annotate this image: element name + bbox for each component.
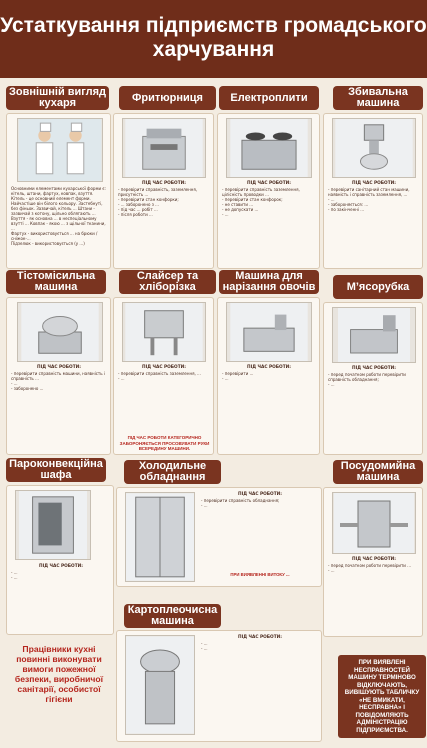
- veg-note: - перевірити ... - ...: [222, 371, 254, 381]
- section-stove-label: Електроплити: [219, 86, 319, 110]
- card-stove: [217, 113, 320, 269]
- card-fridge: [116, 487, 322, 587]
- grinder-note: - перед початком роботи перевірити справність обладнання; - ...: [328, 372, 406, 387]
- chef-photo: [17, 118, 103, 182]
- section-slicer-label: Слайсер та хліборізка: [119, 270, 216, 294]
- dish-note: - перед початком роботи перевірити ... - ...: [328, 563, 411, 573]
- dough-header: ПІД ЧАС РОБОТИ:: [37, 365, 81, 370]
- slicer-note: - перевірити справність заземлення, ... - ...: [118, 371, 201, 381]
- card-dish: [323, 487, 423, 637]
- section-fryer-label: Фритюрниця: [119, 86, 216, 110]
- fridge-warning: ПРИ ВИЯВЛЕННІ ВИТОКУ ...: [230, 572, 290, 577]
- fryer-photo: [122, 118, 206, 178]
- card-mixer: [323, 113, 423, 269]
- fryer-header: ПІД ЧАС РОБОТИ:: [142, 181, 186, 186]
- fryer-note: - перевірити справність, заземлення, присутність ... - перевірити стан конфорки; - ... заборонено з ... - під час ... робіт ... - після роботи ...: [118, 187, 198, 217]
- fridge-header: ПІД ЧАС РОБОТИ:: [238, 492, 282, 497]
- section-mixer-label: Збивальна машина: [333, 86, 423, 110]
- stove-header: ПІД ЧАС РОБОТИ:: [247, 181, 291, 186]
- combi-header: ПІД ЧАС РОБОТИ:: [39, 564, 83, 569]
- veg-photo: [226, 302, 312, 362]
- section-cook-label: Зовнішній вигляд кухаря: [6, 86, 109, 110]
- potato-photo: [125, 635, 195, 735]
- card-combi: [6, 485, 114, 635]
- section-dough-label: Тістомісильна машина: [6, 270, 106, 294]
- slicer-header: ПІД ЧАС РОБОТИ:: [142, 365, 186, 370]
- dough-photo: [17, 302, 103, 362]
- combi-photo: [15, 490, 91, 560]
- card-veg: [217, 297, 320, 455]
- malfunction-notice: ПРИ ВИЯВЛЕНІ НЕСПРАВНОСТЕЙ МАШИНУ ТЕРМІНОВО ВІДКЛЮЧАЮТЬ, ВИВІШУЮТЬ ТАБЛИЧКУ «НЕ ВМИКАТИ, НЕСПРАВНА» І ПОВІДОМЛЯЮТЬ АДМІНІСТРАЦІЮ ПІДПРИЄМСТВА.: [338, 655, 426, 738]
- card-slicer: [113, 297, 214, 455]
- section-dish-label: Посудомийна машина: [333, 460, 423, 484]
- page-title: Устаткування підприємств громадського харчування: [0, 0, 427, 78]
- section-combi-label: Пароконвекційна шафа: [6, 458, 106, 482]
- fridge-photo: [125, 492, 195, 582]
- stove-note: - перевірити справність заземлення, цілісність проводки ... - перевірити стан конфорок; - не ставити ... - не допускати ... - ...: [222, 187, 300, 217]
- mixer-note: - перевірити санітарний стан машини, наявність і справність заземлення, ... - ... - забороняється: ... - по закінченні ...: [328, 187, 410, 212]
- slicer-warning: ПІД ЧАС РОБОТИ КАТЕГОРИЧНО ЗАБОРОНЯЄТЬСЯ ПРОСОВУВАТИ РУКИ ВСЕРЕДИНУ МАШИНИ.: [119, 435, 210, 451]
- card-fryer: [113, 113, 214, 269]
- slicer-photo: [122, 302, 206, 362]
- potato-note: - ... - ...: [201, 641, 208, 651]
- section-veg-label: Машина для нарізання овочів: [219, 270, 319, 294]
- dish-header: ПІД ЧАС РОБОТИ:: [352, 557, 396, 562]
- dough-note: - перевірити справність машини, наявність і справність ... - ... - заборонено ...: [11, 371, 105, 391]
- stove-photo: [226, 118, 312, 178]
- combi-note: - ... - ...: [11, 570, 18, 580]
- section-potato-label: Картоплеочисна машина: [124, 604, 221, 628]
- mixer-photo: [332, 118, 416, 178]
- card-cook: [6, 113, 111, 269]
- veg-header: ПІД ЧАС РОБОТИ:: [247, 365, 291, 370]
- section-fridge-label: Холодильне обладнання: [124, 460, 221, 484]
- card-dough: [6, 297, 111, 455]
- dish-photo: [332, 492, 416, 554]
- card-grinder: [323, 302, 423, 455]
- mixer-header: ПІД ЧАС РОБОТИ:: [352, 181, 396, 186]
- grinder-header: ПІД ЧАС РОБОТИ:: [352, 366, 396, 371]
- staff-requirements-note: Працівники кухні повинні виконувати вимоги пожежної безпеки, виробничої санітарії, особистої гігієни: [14, 644, 104, 704]
- card-potato: [116, 630, 322, 742]
- section-grinder-label: М’ясорубка: [333, 275, 423, 299]
- grinder-photo: [332, 307, 416, 363]
- cook-note: Основними елементами кухарської форми є: кітель, штани, фартух, ковпак, взуття. Кітель - це основний елемент форми. Найчастіше він білого кольору. Застебнуті, без фіньок. Зазвичай, кітель ... Штани - зазвичай з котону, щільно облягають ... Взуття - як основна ... в неспеціальному взутті ... Ковпак - якою ... з щільної тканини, ... Фартух - використовується ... на брюки / сніжок-... Підзелюк - використовується (у ...): [11, 186, 106, 246]
- fridge-note: - перевірити справність обладнання; - ...: [201, 498, 280, 508]
- potato-header: ПІД ЧАС РОБОТИ:: [238, 635, 282, 640]
